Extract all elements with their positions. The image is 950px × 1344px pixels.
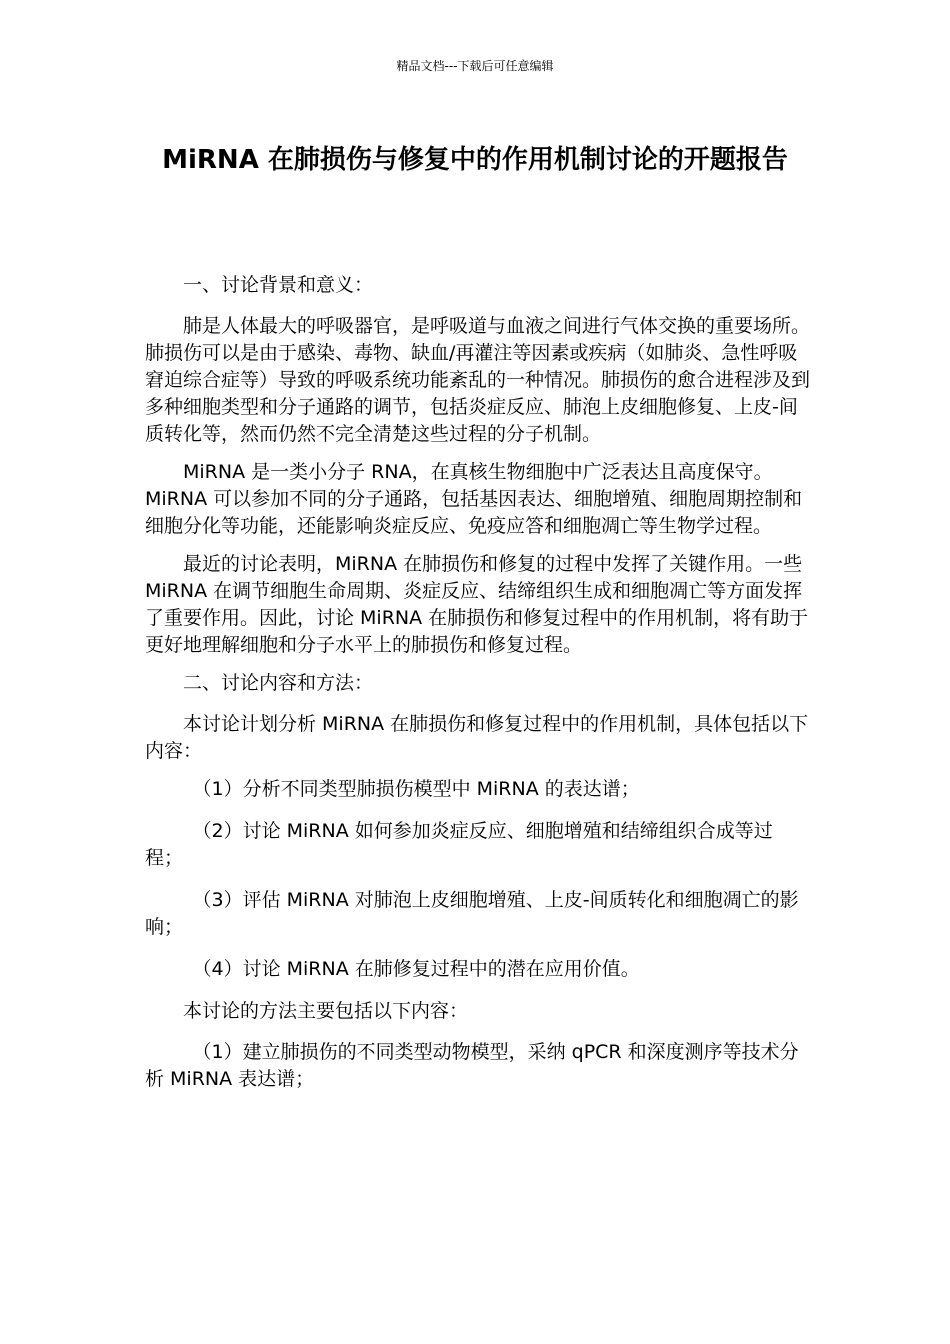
methods-intro: 本讨论的方法主要包括以下内容： <box>183 1000 469 1022</box>
document-body <box>145 272 810 1108</box>
page-header-note: 精品文档---下载后可任意编辑 <box>396 59 554 73</box>
paragraph-lung-injury: 肺是人体最大的呼吸器官，是呼吸道与血液之间进行气体交换的重要场所。肺损伤可以是由于感染、毒物、缺血/再灌注等因素或疾病（如肺炎、急性呼吸窘迫综合症等）导致的呼吸系统功能紊乱的一种情况。肺损伤的愈合进程涉及到多种细胞类型和分子通路的调节，包括炎症反应、肺泡上皮细胞修复、上皮-间质转化等，然而仍然不完全清楚这些过程的分子机制。 <box>145 315 811 445</box>
document-title: MiRNA 在肺损伤与修复中的作用机制讨论的开题报告 <box>162 145 788 175</box>
list-item-content-2: （2）讨论 MiRNA 如何参加炎症反应、细胞增殖和结缔组织合成等过程； <box>145 820 773 869</box>
list-item-content-1: （1）分析不同类型肺损伤模型中 MiRNA 的表达谱； <box>192 778 640 800</box>
list-item-method-1: （1）建立肺损伤的不同类型动物模型，采纳 qPCR 和深度测序等技术分析 MiRNA 表达谱； <box>145 1041 799 1090</box>
section-heading-content-methods: 二、讨论内容和方法： <box>183 672 374 694</box>
paragraph-plan: 本讨论计划分析 MiRNA 在肺损伤和修复过程中的作用机制，具体包括以下内容： <box>145 713 809 762</box>
paragraph-mirna-intro: MiRNA 是一类小分子 RNA，在真核生物细胞中广泛表达且高度保守。MiRNA 可以参加不同的分子通路，包括基因表达、细胞增殖、细胞周期控制和细胞分化等功能，还能影响炎症反应、免疫应答和细胞凋亡等生物学过程。 <box>145 461 803 537</box>
section-heading-background: 一、讨论背景和意义： <box>183 274 374 296</box>
list-item-content-3: （3）评估 MiRNA 对肺泡上皮细胞增殖、上皮-间质转化和细胞凋亡的影响； <box>145 889 799 938</box>
paragraph-recent-research: 最近的讨论表明，MiRNA 在肺损伤和修复的过程中发挥了关键作用。一些 MiRNA 在调节细胞生命周期、炎症反应、结缔组织生成和细胞凋亡等方面发挥了重要作用。因此，讨论 MiRNA 在肺损伤和修复过程中的作用机制，将有助于更好地理解细胞和分子水平上的肺损伤和修复过程。 <box>145 553 809 656</box>
list-item-content-4: （4）讨论 MiRNA 在肺修复过程中的潜在应用价值。 <box>192 958 640 980</box>
